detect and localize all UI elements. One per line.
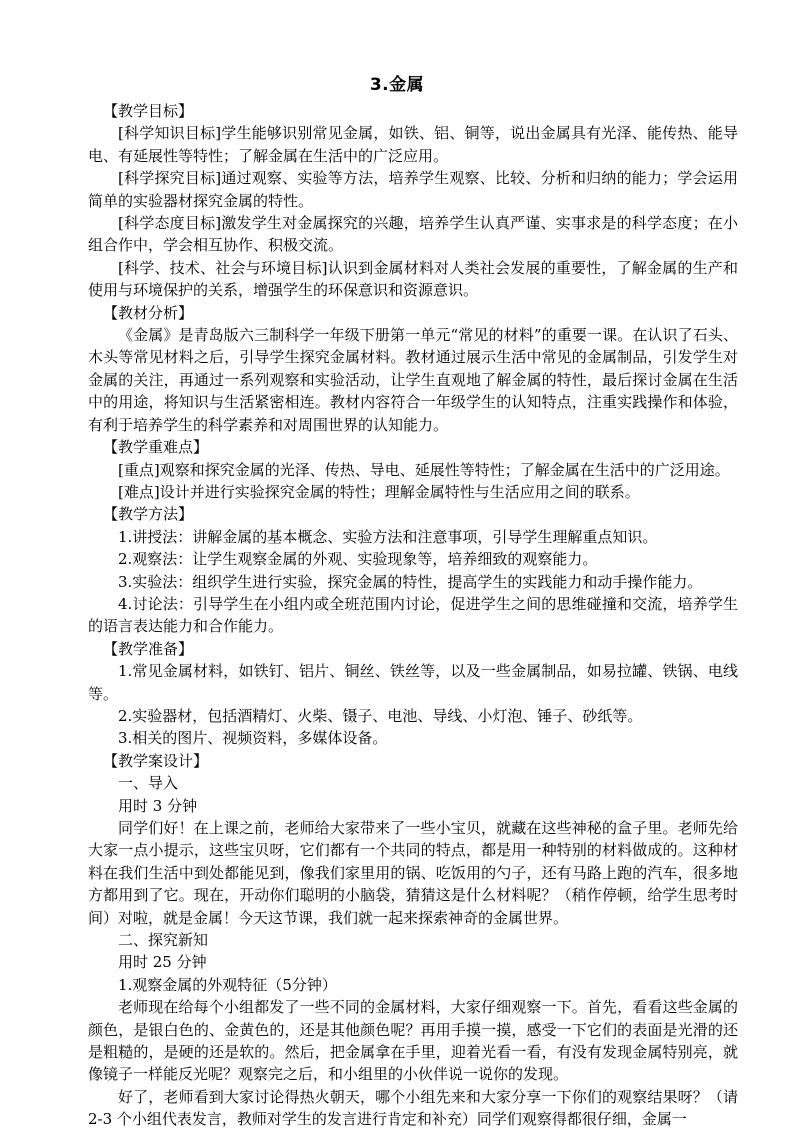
- subsection-item: 1.观察金属的外观特征（5分钟）: [118, 975, 337, 994]
- paragraph: 老师现在给每个小组都发了一些不同的金属材料，大家仔细观察一下。首先，看看这些金属的颜色，是银白色的、金黄色的，还是其他颜色呢？再用手摸一摸，感受一下它们的表面是光滑的还是粗糙的，是硬的还是软的。然后，把金属拿在手里，迎着光看一看，有没有发现金属特别亮，就像镜子一样能反光呢？观察完之后，和小组里的小伙伴说一说你的发现。: [88, 998, 738, 1084]
- subsection-title: 一、导入: [118, 774, 179, 793]
- list-item: 3.实验法：组织学生进行实验，探究金属的特性，提高学生的实践能力和动手操作能力。: [118, 572, 703, 591]
- section-heading-prep: 【教学准备】: [103, 639, 194, 658]
- paragraph: [难点]设计并进行实验探究金属的特性；理解金属特性与生活应用之间的联系。: [118, 482, 640, 501]
- list-item: 2.实验器材，包括酒精灯、火柴、镊子、电池、导线、小灯泡、锤子、砂纸等。: [118, 706, 643, 725]
- paragraph: [科学、技术、社会与环境目标]认识到金属材料对人类社会发展的重要性，了解金属的生产和使用与环境保护的关系，增强学生的环保意识和资源意识。: [88, 258, 738, 300]
- subsection-title: 二、探究新知: [118, 931, 209, 950]
- paragraph: [科学知识目标]学生能够识别常见金属，如铁、铝、铜等，说出金属具有光泽、能传热、能导电、有延展性等特性；了解金属在生活中的广泛应用。: [88, 124, 738, 165]
- section-heading-keypoints: 【教学重难点】: [103, 438, 209, 457]
- time-note: 用时 3 分钟: [118, 796, 198, 815]
- paragraph: [科学态度目标]激发学生对金属探究的兴趣，培养学生认真严谨、实事求是的科学态度；在小组合作中，学会相互协作、积极交流。: [88, 214, 738, 255]
- paragraph: [科学探究目标]通过观察、实验等方法，培养学生观察、比较、分析和归纳的能力；学会运用简单的实验器材探究金属的特性。: [88, 169, 738, 210]
- section-heading-analysis: 【教材分析】: [103, 303, 194, 322]
- section-heading-methods: 【教学方法】: [103, 505, 194, 524]
- list-item: 1.常见金属材料，如铁钉、铝片、铜丝、铁丝等，以及一些金属制品，如易拉罐、铁锅、电线等。: [88, 662, 738, 703]
- paragraph: [重点]观察和探究金属的光泽、传热、导电、延展性等特性；了解金属在生活中的广泛用途。: [118, 460, 730, 479]
- list-item: 4.讨论法：引导学生在小组内或全班范围内讨论，促进学生之间的思维碰撞和交流，培养学生的语言表达能力和合作能力。: [88, 594, 738, 636]
- document-body: [88, 100, 738, 1131]
- paragraph: 同学们好！在上课之前，老师给大家带来了一些小宝贝，就藏在这些神秘的盒子里。老师先给大家一点小提示，这些宝贝呀，它们都有一个共同的特点，都是用一种特别的材料做成的。这种材料在我们生活中到处都能见到，像我们家里用的锅、吃饭用的勺子，还有马路上跑的汽车，很多地方都用到了它。现在，开动你们聪明的小脑袋，猜猜这是什么材料呢？（稍作停顿，给学生思考时间）对啦，就是金属！今天这节课，我们就一起来探索神奇的金属世界。: [88, 819, 738, 927]
- list-item: 1.讲授法：讲解金属的基本概念、实验方法和注意事项，引导学生理解重点知识。: [118, 527, 658, 546]
- list-item: 2.观察法：让学生观察金属的外观、实验现象等，培养细致的观察能力。: [118, 550, 598, 569]
- section-heading-design: 【教学案设计】: [103, 751, 209, 770]
- section-heading-goals: 【教学目标】: [103, 102, 194, 120]
- paragraph: 好了，老师看到大家讨论得热火朝天，哪个小组先来和大家分享一下你们的观察结果呀？（请 2-3 个小组代表发言，教师对学生的发言进行肯定和补充）同学们观察得都很仔细，金属一: [88, 1087, 738, 1129]
- time-note: 用时 25 分钟: [118, 953, 207, 972]
- paragraph: 《金属》是青岛版六三制科学一年级下册第一单元“常见的材料”的重要一课。在认识了石头、木头等常见材料之后，引导学生探究金属材料。教材通过展示生活中常见的金属制品，引发学生对金属的关注，再通过一系列观察和实验活动，让学生直观地了解金属的特性，最后探讨金属在生活中的用途，将知识与生活紧密相连。教材内容符合一年级学生的认知特点，注重实践操作和体验，有利于培养学生的科学素养和对周围世界的认知能力。: [88, 326, 738, 434]
- page-title: 3.金属: [369, 75, 425, 95]
- list-item: 3.相关的图片、视频资料，多媒体设备。: [118, 729, 388, 748]
